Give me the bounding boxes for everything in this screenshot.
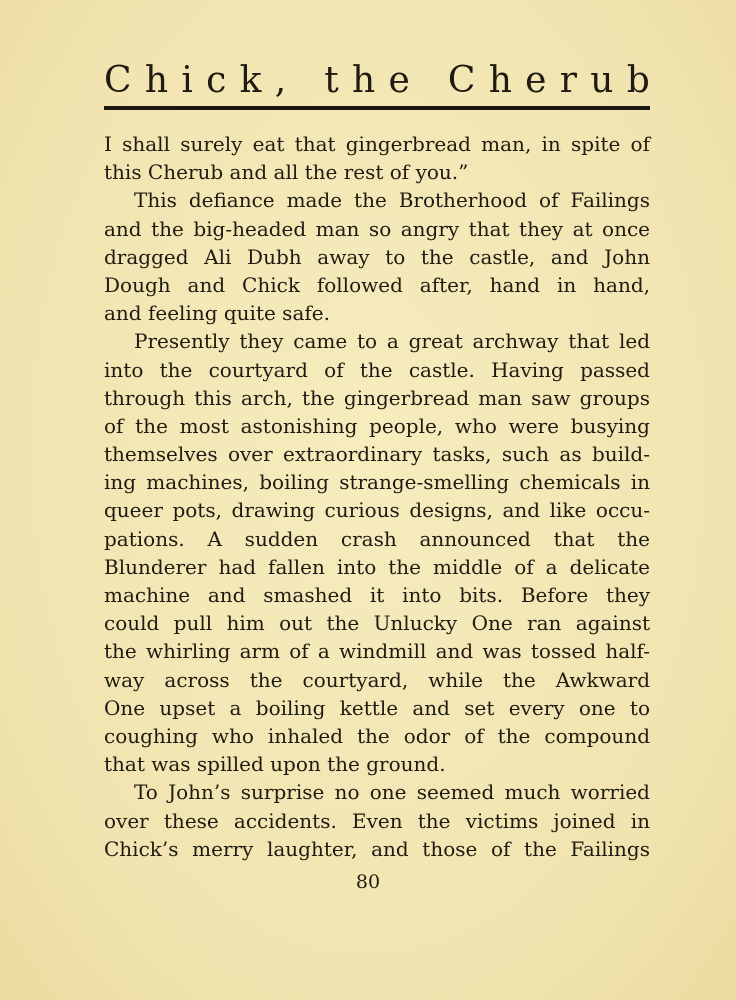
header-rule: [104, 106, 650, 110]
text-line: pations. A sudden crash announced that the: [104, 526, 650, 551]
title-letter: t: [324, 60, 339, 101]
text-line: To John’s surprise no one seemed much worried: [134, 780, 650, 805]
title-letter: r: [559, 60, 577, 101]
text-line: I shall surely eat that gingerbread man, in spite of: [104, 132, 650, 156]
running-header: [104, 58, 650, 110]
page-title: [104, 58, 650, 104]
text-line: Blunderer had fallen into the middle of a delicate: [104, 554, 650, 579]
text-line: coughing who inhaled the odor of the compound: [104, 723, 650, 748]
text-line: queer pots, drawing curious designs, and like occu-: [104, 498, 650, 523]
title-letter: b: [626, 60, 650, 101]
text-line: Dough and Chick followed after, hand in hand,: [104, 272, 650, 297]
title-letter: h: [488, 60, 512, 101]
page-number: 80: [355, 871, 381, 893]
text-line: and the big-headed man so angry that they at once: [104, 216, 650, 241]
text-line: that was spilled upon the ground.: [104, 752, 446, 777]
title-space: [299, 58, 310, 104]
text-line: the whirling arm of a windmill and was tossed half-: [104, 639, 650, 664]
text-line: through this arch, the gingerbread man saw groups: [104, 385, 650, 410]
title-letter: u: [590, 60, 614, 101]
title-letter: h: [352, 60, 376, 101]
text-line: dragged Ali Dubh away to the castle, and John: [104, 244, 650, 269]
text-line: ing machines, boiling strange-smelling chemicals in: [104, 470, 650, 495]
text-line: into the courtyard of the castle. Having passed: [104, 357, 650, 382]
text-line: themselves over extraordinary tasks, such as build-: [104, 442, 650, 467]
text-line: way across the courtyard, while the Awkward: [104, 667, 650, 692]
title-letter: e: [388, 60, 410, 101]
text-line: machine and smashed it into bits. Before they: [104, 583, 650, 607]
title-letter: h: [144, 60, 169, 101]
text-line: over these accidents. Even the victims joined in: [104, 808, 650, 833]
body-text: [104, 130, 650, 863]
title-letter: ,: [274, 60, 287, 101]
title-letter: C: [104, 60, 132, 101]
text-line: One upset a boiling kettle and set every one to: [104, 695, 650, 720]
title-letter: c: [206, 60, 227, 101]
text-line: of the most astonishing people, who were busying: [104, 413, 650, 438]
title-letter: e: [525, 60, 547, 101]
text-line: Presently they came to a great archway that led: [134, 329, 650, 354]
text-line: and feeling quite safe.: [104, 301, 330, 326]
title-letter: C: [447, 60, 476, 101]
title-letter: k: [239, 60, 262, 101]
title-space: [423, 58, 434, 104]
text-line: this Cherub and all the rest of you.”: [104, 160, 469, 185]
title-letter: i: [181, 60, 193, 101]
text-line: Chick’s merry laughter, and those of the Failings: [104, 836, 650, 861]
text-line: could pull him out the Unlucky One ran against: [104, 611, 650, 636]
text-line: This defiance made the Brotherhood of Failings: [134, 188, 650, 213]
